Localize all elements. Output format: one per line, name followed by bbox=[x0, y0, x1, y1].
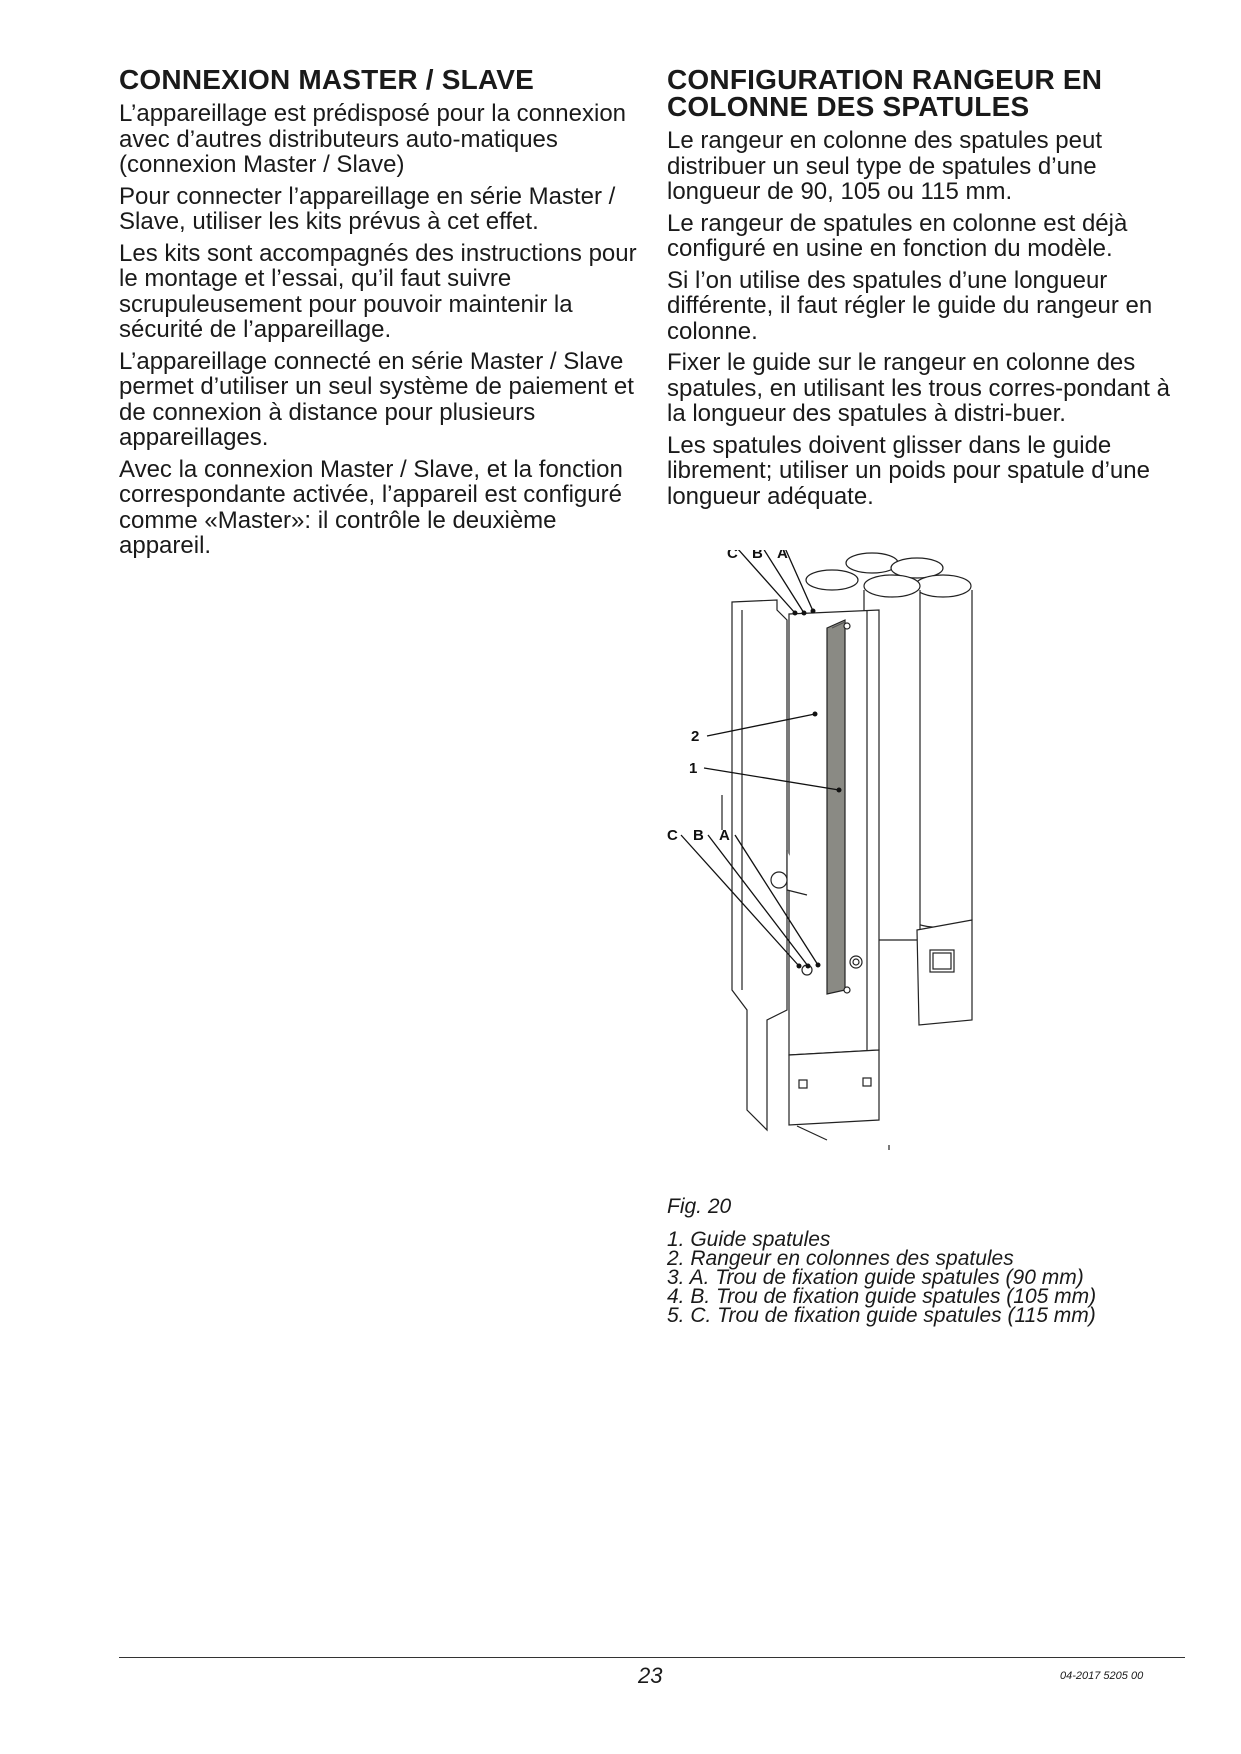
label-b-top: B bbox=[752, 550, 763, 562]
label-1: 1 bbox=[689, 760, 698, 777]
title-line-1: CONFIGURATION RANGEUR EN bbox=[667, 64, 1103, 95]
paragraph: Le rangeur en colonne des spatules peut distribuer un seul type de spatules d’une longueur de 90, 105 ou 115 mm. bbox=[667, 127, 1102, 205]
paragraph: L’appareillage est prédisposé pour la connexion avec d’autres distributeurs auto-matiques (connexion Master / Slave) bbox=[119, 100, 627, 178]
paragraph: Pour connecter l’appareillage en série Master / Slave, utiliser les kits prévus à cet effet. bbox=[119, 182, 616, 235]
document-code: 04-2017 5205 00 bbox=[1060, 1670, 1144, 1682]
paragraph: L’appareillage connecté en série Master / Slave permet d’utiliser un seul système de paiement et de connexion à distance pour plusieurs appareillages. bbox=[119, 347, 634, 451]
label-a-top: A bbox=[777, 550, 788, 562]
label-2: 2 bbox=[691, 728, 700, 745]
legend-item: 3. A. Trou de fixation guide spatules (90 mm) bbox=[667, 1266, 1084, 1289]
legend-item: 2. Rangeur en colonnes des spatules bbox=[667, 1247, 1014, 1270]
section-title-master-slave: CONNEXION MASTER / SLAVE bbox=[119, 64, 534, 95]
section-title-configuration bbox=[667, 66, 1187, 120]
paragraph: Le rangeur de spatules en colonne est déjà configuré en usine en fonction du modèle. bbox=[667, 209, 1128, 262]
left-column bbox=[119, 66, 644, 565]
footer-divider bbox=[119, 1657, 1185, 1658]
right-column bbox=[667, 66, 1187, 515]
figure-spatula-dispenser bbox=[667, 550, 997, 1200]
paragraph: Avec la connexion Master / Slave, et la fonction correspondante activée, l’appareil est configuré comme «Master»: il contrôle le deuxième appareil. bbox=[119, 455, 623, 559]
page-number: 23 bbox=[638, 1663, 663, 1688]
legend-item: 4. B. Trou de fixation guide spatules (105 mm) bbox=[667, 1285, 1097, 1308]
label-b-bottom: B bbox=[693, 827, 704, 844]
paragraph: Fixer le guide sur le rangeur en colonne des spatules, en utilisant les trous corres-pondant à la longueur des spatules à distri-buer. bbox=[667, 349, 1170, 427]
paragraph: Les spatules doivent glisser dans le guide librement; utiliser un poids pour spatule d’une longueur adéquate. bbox=[667, 431, 1150, 510]
figure-caption bbox=[667, 1197, 1096, 1325]
figure-number: Fig. 20 bbox=[667, 1195, 732, 1218]
legend-item: 5. C. Trou de fixation guide spatules (115 mm) bbox=[667, 1304, 1096, 1327]
spatula-dispenser-illustration bbox=[667, 550, 997, 1200]
label-c-bottom: C bbox=[667, 827, 678, 844]
label-a-bottom: A bbox=[719, 827, 730, 844]
paragraph: Les kits sont accompagnés des instructions pour le montage et l’essai, qu’il faut suivre scrupuleusement pour pouvoir maintenir la sécurité de l’appareillage. bbox=[119, 239, 637, 343]
title-line-2: COLONNE DES SPATULES bbox=[667, 91, 1030, 122]
legend-item: 1. Guide spatules bbox=[667, 1228, 831, 1251]
paragraph: Si l’on utilise des spatules d’une longueur différente, il faut régler le guide du rangeur en colonne. bbox=[667, 266, 1153, 345]
label-c-top: C bbox=[727, 550, 738, 562]
